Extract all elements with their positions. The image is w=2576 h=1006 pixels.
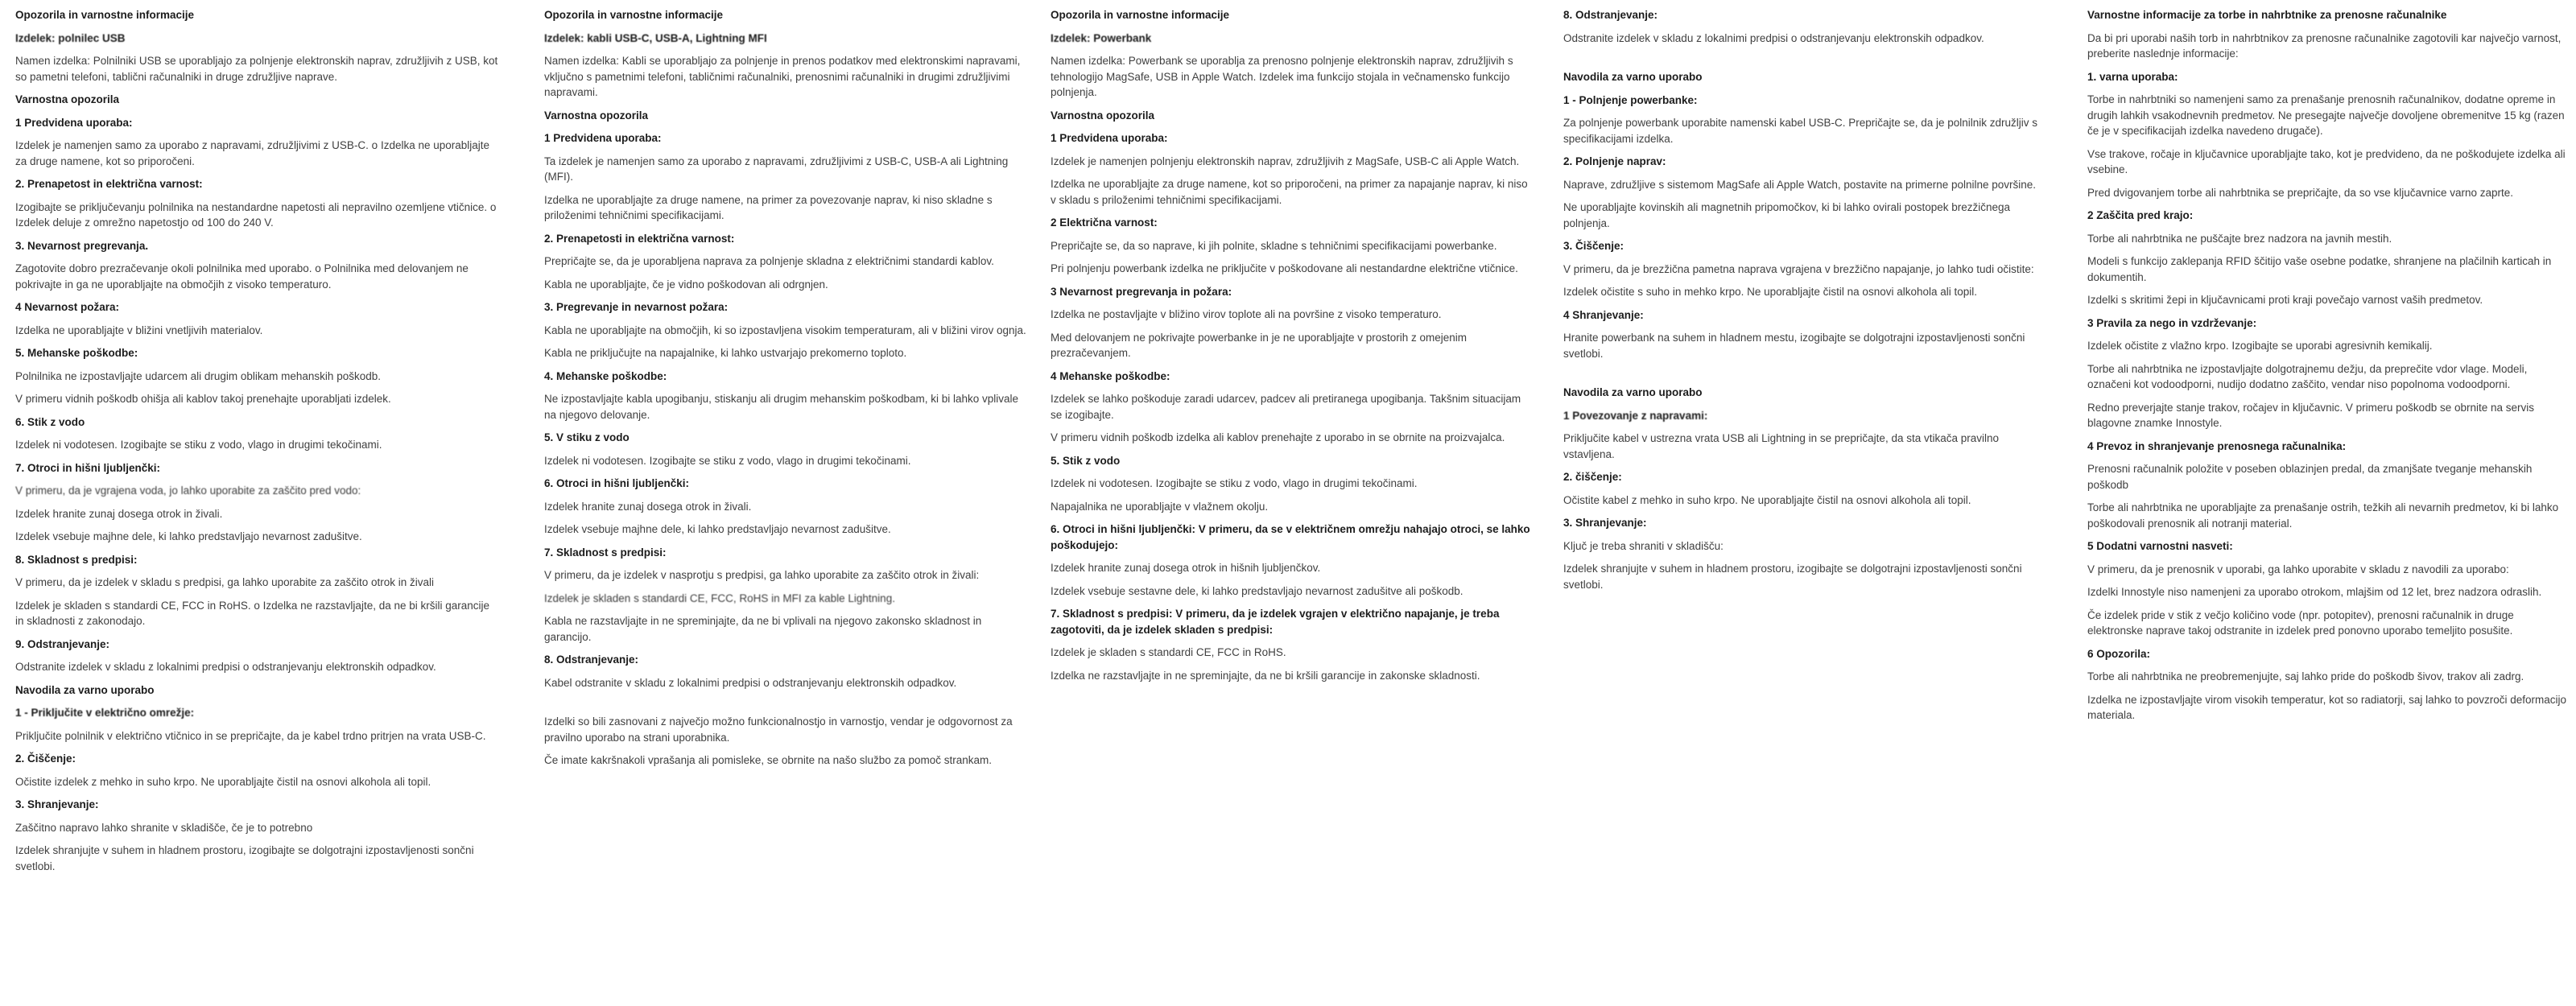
- paragraph: Če izdelek pride v stik z večjo količino vode (npr. potopitev), prenosni računalnik in druge elektronske naprave takoj odstranite in izdelek pred ponovno uporabo temeljito posušite.: [2087, 608, 2514, 637]
- paragraph: Izdelki so bili zasnovani z največjo možno funkcionalnostjo in varnostjo, vendar je odgovornost za pravilno uporabo na strani uporabnika.: [544, 715, 1013, 744]
- section-heading: 8. Skladnost s predpisi:: [15, 553, 138, 566]
- paragraph: Redno preverjajte stanje trakov, ročajev in ključavnic. V primeru poškodb se obrnite na servis blagovne znamke Innostyle.: [2087, 401, 2535, 429]
- paragraph: Izdelek shranjujte v suhem in hladnem prostoru, izogibajte se dolgotrajni izpostavljenosti sončni svetlobi.: [15, 844, 474, 872]
- paragraph: Izdelek vsebuje majhne dele, ki lahko predstavljajo nevarnost zadušitve.: [15, 530, 362, 542]
- paragraph: Prenosni računalnik položite v poseben oblazinjen predal, da zmanjšate tveganje mehanskih poškodb: [2087, 463, 2533, 491]
- paragraph: Očistite izdelek z mehko in suho krpo. Ne uporabljajte čistil na osnovi alkohola ali topil.: [15, 775, 431, 788]
- section-heading: 1 - Polnjenje powerbanke:: [1563, 93, 1698, 106]
- paragraph: Polnilnika ne izpostavljajte udarcem ali drugim oblikam mehanskih poškodb.: [15, 369, 381, 382]
- paragraph: Pri polnjenju powerbank izdelka ne priključite v poškodovane ali nestandardne električne vtičnice.: [1051, 262, 1518, 274]
- section-heading: 7. Otroci in hišni ljubljenčki:: [15, 461, 161, 474]
- paragraph: Če imate kakršnakoli vprašanja ali pomisleke, se obrnite na našo službo za pomoč strankam.: [544, 754, 993, 766]
- section-heading: 6. Otroci in hišni ljubljenčki:: [544, 477, 690, 489]
- paragraph: Med delovanjem ne pokrivajte powerbanke in je ne uporabljajte v prostorih z omejenim prezračevanjem.: [1051, 331, 1468, 359]
- paragraph: Napajalnika ne uporabljajte v vlažnem okolju.: [1051, 500, 1269, 513]
- paragraph: Kabla ne priključujte na napajalnike, ki lahko ustvarjajo prekomerno toploto.: [544, 347, 907, 359]
- paragraph: Izdelka ne razstavljajte in ne spreminjajte, da ne bi kršili garancije in zakonske skladnosti.: [1051, 669, 1480, 682]
- paragraph: Zagotovite dobro prezračevanje okoli polnilnika med uporabo. o Polnilnika med delovanjem ne pokrivajte in ga ne uporabljajte na območjih z visoko temperaturo.: [15, 262, 469, 291]
- section-heading: 7. Skladnost s predpisi: V primeru, da je izdelek vgrajen v električno napajanje, je treba zagotoviti, da je izdelek skladen s predpisi:: [1051, 608, 1500, 636]
- section-heading: 4 Shranjevanje:: [1563, 308, 1644, 321]
- paragraph: V primeru, da je prenosnik v uporabi, ga lahko uporabite v skladu z navodili za uporabo:: [2087, 563, 2509, 575]
- section-heading: Izdelek: Powerbank: [1051, 31, 1152, 44]
- paragraph: V primeru, da je izdelek v nasprotju s predpisi, ga lahko uporabite za zaščito otrok in živali:: [544, 569, 980, 581]
- paragraph: Pred dvigovanjem torbe ali nahrbtnika se prepričajte, da so vse ključavnice varno zaprte.: [2087, 186, 2514, 199]
- column-powerbank: [1051, 7, 1534, 691]
- paragraph: V primeru, da je izdelek v skladu s predpisi, ga lahko uporabite za zaščito otrok in živali: [15, 576, 435, 588]
- document-title: Varnostne informacije za torbe in nahrbtnike za prenosne računalnike: [2087, 9, 2447, 21]
- paragraph: Izdelek je namenjen polnjenju elektronskih naprav, združljivih z MagSafe, USB-C ali Apple Watch.: [1051, 155, 1520, 167]
- section-heading: Navodila za varno uporabo: [1563, 71, 1703, 83]
- paragraph: Torbe ali nahrbtnika ne izpostavljajte dolgotrajnemu dežju, da preprečite vdor vlage. Modeli, označeni kot vodoodporni, nudijo dodatno zaščito, vendar niso popolnoma vodoodporni.: [2087, 362, 2528, 390]
- document-title: Opozorila in varnostne informacije: [544, 9, 724, 21]
- paragraph: Za polnjenje powerbank uporabite namenski kabel USB-C. Prepričajte se, da je polnilnik združljiv s specifikacijami izdelka.: [1563, 117, 2038, 145]
- section-heading: Varnostna opozorila: [15, 93, 120, 105]
- section-heading: 1 Predvidena uporaba:: [15, 116, 133, 129]
- paragraph: Izdelka ne uporabljajte za druge namene, kot so priporočeni, na primer za napajanje naprav, ki niso v skladu s priloženimi tehničnimi specifikacijami.: [1051, 178, 1528, 206]
- paragraph: Izdelka ne izpostavljajte virom visokih temperatur, kot so radiatorji, saj lahko to povzroči deformacijo materiala.: [2087, 693, 2567, 721]
- paragraph: Izdelek hranite zunaj dosega otrok in hišnih ljubljenčkov.: [1051, 562, 1321, 574]
- column-powerbank-usage: [1563, 7, 2046, 600]
- paragraph: Izdelek je skladen s standardi CE, FCC, RoHS in MFI za kable Lightning.: [544, 592, 895, 604]
- paragraph: Modeli s funkcijo zaklepanja RFID ščitijo vaše osebne podatke, shranjene na plačilnih karticah in dokumentih.: [2087, 255, 2552, 283]
- paragraph: Očistite kabel z mehko in suho krpo. Ne uporabljajte čistil na osnovi alkohola ali topil.: [1563, 493, 1971, 506]
- paragraph: Izdelek očistite s suho in mehko krpo. Ne uporabljajte čistil na osnovi alkohola ali topil.: [1563, 286, 1978, 298]
- section-heading: 8. Odstranjevanje:: [1563, 9, 1658, 21]
- section-heading: 1 - Priključite v električno omrežje:: [15, 707, 195, 719]
- paragraph: V primeru vidnih poškodb ohišja ali kablov takoj prenehajte uporabljati izdelek.: [15, 393, 391, 405]
- paragraph: Ta izdelek je namenjen samo za uporabo z napravami, združljivimi z USB-C, USB-A ali Lightning (MFI).: [544, 155, 1009, 183]
- section-heading: 8. Odstranjevanje:: [544, 653, 639, 666]
- section-heading: 2. Čiščenje:: [15, 752, 76, 765]
- paragraph: Kabla ne uporabljajte na območjih, ki so izpostavljena visokim temperaturam, ali v bližini virov ognja.: [544, 324, 1026, 336]
- paragraph: Izdelka ne uporabljajte za druge namene, na primer za povezovanje naprav, ki niso skladne s priloženimi tehničnimi specifikacijami.: [544, 193, 993, 221]
- paragraph: Izdelek hranite zunaj dosega otrok in živali.: [15, 507, 223, 520]
- paragraph: Prepričajte se, da je uporabljena naprava za polnjenje skladna z električnimi standardi kablov.: [544, 255, 994, 267]
- paragraph: Izdelka ne postavljajte v bližino virov toplote ali na površine z visoko temperaturo.: [1051, 308, 1442, 320]
- paragraph: Izdelek je skladen s standardi CE, FCC in RoHS.: [1051, 646, 1286, 658]
- section-heading: 3. Nevarnost pregrevanja.: [15, 239, 149, 252]
- section-heading: 4 Nevarnost požara:: [15, 301, 120, 313]
- column-laptop-bags: [2087, 7, 2570, 731]
- section-heading: 4 Prevoz in shranjevanje prenosnega računalnika:: [2087, 439, 2347, 452]
- section-heading: Navodila za varno uporabo: [1563, 386, 1703, 398]
- paragraph: Torbe ali nahrbtnika ne puščajte brez nadzora na javnih mestih.: [2087, 232, 2392, 245]
- section-heading: 7. Skladnost s predpisi:: [544, 546, 667, 559]
- paragraph: Torbe ali nahrbtnika ne uporabljajte za prenašanje ostrih, težkih ali nevarnih predmetov, ki bi lahko poškodovali prenosnik ali notranji material.: [2087, 501, 2559, 530]
- paragraph: Izdelek je skladen s standardi CE, FCC in RoHS. o Izdelka ne razstavljajte, da ne bi kršili garancije in skladnosti z zakonodajo.: [15, 599, 490, 627]
- paragraph: Izdelek je namenjen samo za uporabo z napravami, združljivimi z USB-C. o Izdelka ne uporabljajte za druge namene, kot so priporočeni.: [15, 139, 490, 167]
- paragraph: Namen izdelka: Kabli se uporabljajo za polnjenje in prenos podatkov med elektronskimi napravami, vključno s pametnimi telefoni, tabličnimi računalniki, prenosnimi računalniki in drugimi združljivimi napravami.: [544, 55, 1021, 98]
- paragraph: Odstranite izdelek v skladu z lokalnimi predpisi o odstranjevanju elektronskih odpadkov.: [15, 661, 436, 673]
- paragraph: Izdelki s skritimi žepi in ključavnicami proti kraji povečajo varnost vaših predmetov.: [2087, 294, 2483, 306]
- paragraph: Izdelek ni vodotesen. Izogibajte se stiku z vodo, vlago in drugimi tekočinami.: [15, 439, 382, 451]
- section-heading: 1 Predvidena uporaba:: [1051, 132, 1168, 144]
- section-heading: 5 Dodatni varnostni nasveti:: [2087, 540, 2233, 552]
- paragraph: Prepričajte se, da so naprave, ki jih polnite, skladne s tehničnimi specifikacijami powerbanke.: [1051, 239, 1497, 252]
- section-heading: 6 Opozorila:: [2087, 647, 2151, 660]
- section-heading: Izdelek: polnilec USB: [15, 31, 126, 44]
- paragraph: Odstranite izdelek v skladu z lokalnimi predpisi o odstranjevanju elektronskih odpadkov.: [1563, 31, 1984, 44]
- section-heading: 1. varna uporaba:: [2087, 70, 2178, 83]
- section-heading: 5. Stik z vodo: [1051, 454, 1121, 467]
- section-heading: 3 Nevarnost pregrevanja in požara:: [1051, 285, 1232, 298]
- section-heading: 2 Električna varnost:: [1051, 216, 1158, 229]
- spacer: [544, 698, 1027, 714]
- paragraph: Namen izdelka: Powerbank se uporablja za prenosno polnjenje elektronskih naprav, združljivih s tehnologijo MagSafe, USB in Apple Watch. Izdelek ima funkcijo stojala in večnamensko funkcijo polnjenja.: [1051, 55, 1513, 98]
- paragraph: Izdelek ni vodotesen. Izogibajte se stiku z vodo, vlago in drugimi tekočinami.: [1051, 477, 1418, 489]
- paragraph: Torbe in nahrbtniki so namenjeni samo za prenašanje prenosnih računalnikov, dodatne opreme in drugih lahkih vsakodnevnih predmetov. Ne presegajte največje dovoljene obremenitve 15 kg (razen če je v specifikacijah izdelka navedeno drugače).: [2087, 93, 2565, 137]
- paragraph: Izdelek vsebuje majhne dele, ki lahko predstavljajo nevarnost zadušitve.: [544, 523, 891, 535]
- spacer: [1563, 53, 2046, 69]
- paragraph: Naprave, združljive s sistemom MagSafe ali Apple Watch, postavite na primerne polnilne površine.: [1563, 178, 2037, 191]
- paragraph: Izdelek ni vodotesen. Izogibajte se stiku z vodo, vlago in drugimi tekočinami.: [544, 454, 911, 467]
- paragraph: Namen izdelka: Polnilniki USB se uporabljajo za polnjenje elektronskih naprav, združljivih z USB, kot so pametni telefoni, tablični računalniki in druge združljive naprave.: [15, 55, 498, 83]
- paragraph: Izdelek vsebuje sestavne dele, ki lahko predstavljajo nevarnost zadušitve ali poškodb.: [1051, 584, 1463, 597]
- paragraph: Zaščitno napravo lahko shranite v skladišče, če je to potrebno: [15, 821, 313, 834]
- paragraph: Vse trakove, ročaje in ključavnice uporabljajte tako, kot je predvideno, da ne poškodujete izdelka ali vsebine.: [2087, 147, 2566, 175]
- column-cables: [544, 7, 1027, 776]
- section-heading: Varnostna opozorila: [544, 109, 649, 122]
- paragraph: Kabla ne uporabljajte, če je vidno poškodovan ali odrgnjen.: [544, 278, 828, 291]
- paragraph: Kabel odstranite v skladu z lokalnimi predpisi o odstranjevanju elektronskih odpadkov.: [544, 676, 957, 689]
- section-heading: 6. Stik z vodo: [15, 415, 85, 428]
- section-heading: 2. Prenapetost in električna varnost:: [15, 178, 203, 190]
- section-heading: 9. Odstranjevanje:: [15, 637, 110, 650]
- paragraph: Ključ je treba shraniti v skladišču:: [1563, 539, 1724, 552]
- section-heading: 3. Shranjevanje:: [15, 798, 99, 810]
- paragraph: Izdelek shranjujte v suhem in hladnem prostoru, izogibajte se dolgotrajni izpostavljenosti sončni svetlobi.: [1563, 563, 2022, 591]
- paragraph: Hranite powerbank na suhem in hladnem mestu, izogibajte se dolgotrajni izpostavljenosti sončni svetlobi.: [1563, 332, 2025, 360]
- section-heading: 1 Povezovanje z napravami:: [1563, 409, 1708, 422]
- paragraph: Kabla ne razstavljajte in ne spreminjajte, da ne bi vplivali na njegovo zakonsko skladnost in garancijo.: [544, 615, 982, 643]
- section-heading: 1 Predvidena uporaba:: [544, 132, 662, 144]
- document-title: Opozorila in varnostne informacije: [15, 9, 195, 21]
- paragraph: V primeru vidnih poškodb izdelka ali kablov prenehajte z uporabo in se obrnite na proizvajalca.: [1051, 431, 1505, 443]
- section-heading: 4 Mehanske poškodbe:: [1051, 369, 1170, 382]
- paragraph: V primeru, da je brezžična pametna naprava vgrajena v brezžično napajanje, jo lahko tudi očistite:: [1563, 262, 2034, 275]
- paragraph: Izdelki Innostyle niso namenjeni za uporabo otrokom, mlajšim od 12 let, brez nadzora odraslih.: [2087, 586, 2542, 598]
- section-heading: Navodila za varno uporabo: [15, 683, 155, 696]
- section-heading: 2. Polnjenje naprav:: [1563, 155, 1666, 167]
- section-heading: 3. Pregrevanje in nevarnost požara:: [544, 301, 729, 313]
- paragraph: Priključite polnilnik v električno vtičnico in se prepričajte, da je kabel trdno pritrjen na vrata USB-C.: [15, 729, 486, 742]
- section-heading: 2 Zaščita pred krajo:: [2087, 209, 2194, 221]
- paragraph: Priključite kabel v ustrezna vrata USB ali Lightning in se prepričajte, da sta vtikača pravilno vstavljena.: [1563, 432, 2000, 460]
- section-heading: 3. Shranjevanje:: [1563, 517, 1647, 529]
- section-heading: 5. Mehanske poškodbe:: [15, 347, 138, 359]
- section-heading: 2. čiščenje:: [1563, 471, 1622, 483]
- paragraph: Da bi pri uporabi naših torb in nahrbtnikov za prenosne računalnike zagotovili kar največjo varnost, preberite naslednje informacije:: [2087, 31, 2562, 60]
- document-title: Opozorila in varnostne informacije: [1051, 9, 1230, 21]
- section-heading: 6. Otroci in hišni ljubljenčki: V primeru, da se v električnem omrežju nahajajo otroci, se lahko poškodujejo:: [1051, 523, 1530, 551]
- section-heading: 4. Mehanske poškodbe:: [544, 369, 667, 382]
- section-heading: 3. Čiščenje:: [1563, 240, 1624, 252]
- section-heading: 5. V stiku z vodo: [544, 431, 630, 443]
- section-heading: Izdelek: kabli USB-C, USB-A, Lightning MFI: [544, 31, 767, 44]
- section-heading: 2. Prenapetosti in električna varnost:: [544, 232, 735, 245]
- paragraph: V primeru, da je vgrajena voda, jo lahko uporabite za zaščito pred vodo:: [15, 484, 361, 497]
- paragraph: Izdelek se lahko poškoduje zaradi udarcev, padcev ali pretiranega upogibanja. Takšnim situacijam se izogibajte.: [1051, 393, 1521, 421]
- column-usb-charger: [15, 7, 498, 881]
- paragraph: Ne izpostavljajte kabla upogibanju, stiskanju ali drugim mehanskim poškodbam, ki bi lahko vplivale na njegovo delovanje.: [544, 393, 1019, 421]
- paragraph: Ne uporabljajte kovinskih ali magnetnih pripomočkov, ki bi lahko ovirali postopek brezžičnega polnjenja.: [1563, 201, 2011, 229]
- section-heading: Varnostna opozorila: [1051, 109, 1155, 122]
- paragraph: Izdelek hranite zunaj dosega otrok in živali.: [544, 500, 752, 513]
- paragraph: Izdelka ne uporabljajte v bližini vnetljivih materialov.: [15, 324, 263, 336]
- paragraph: Torbe ali nahrbtnika ne preobremenjujte, saj lahko pride do poškodb šivov, trakov ali zadrg.: [2087, 670, 2524, 682]
- paragraph: Izogibajte se priključevanju polnilnika na nestandardne napetosti ali nepravilno ozemljene vtičnice. o Izdelek deluje z omrežno napetostjo od 100 do 240 V.: [15, 200, 497, 229]
- paragraph: Izdelek očistite z vlažno krpo. Izogibajte se uporabi agresivnih kemikalij.: [2087, 340, 2433, 352]
- section-heading: 3 Pravila za nego in vzdrževanje:: [2087, 316, 2257, 329]
- spacer: [1563, 369, 2046, 385]
